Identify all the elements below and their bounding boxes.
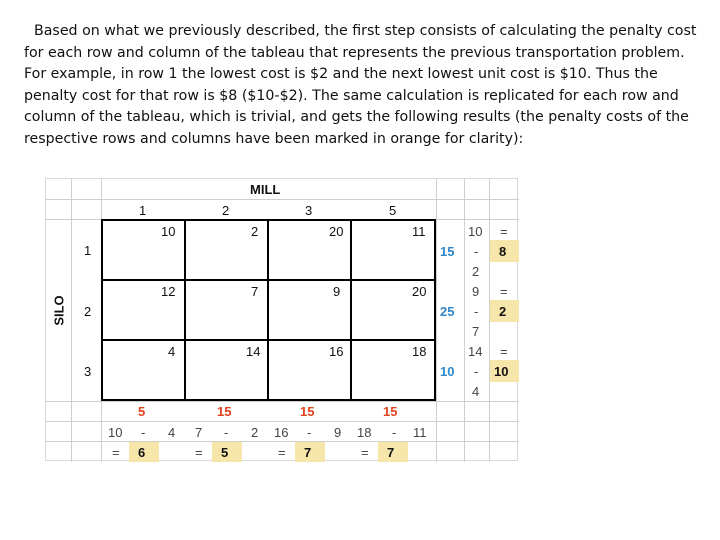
row-penalty-eq: = — [500, 224, 508, 239]
row-penalty-a: 9 — [472, 284, 480, 299]
silo-header: 3 — [84, 364, 92, 379]
col-penalty-b: 4 — [168, 425, 176, 440]
supply-value: 10 — [440, 364, 455, 379]
col-penalty-result: 5 — [221, 445, 229, 460]
col-penalty-dash: - — [224, 425, 229, 440]
cell-border — [350, 219, 352, 401]
unit-cost: 7 — [251, 284, 259, 299]
mill-header: 3 — [305, 203, 313, 218]
demand-value: 5 — [138, 404, 146, 419]
demand-value: 15 — [217, 404, 232, 419]
silo-label: SILO — [51, 295, 67, 326]
demand-value: 15 — [300, 404, 315, 419]
row-penalty-eq: = — [500, 284, 508, 299]
grid-line — [464, 179, 465, 462]
supply-value: 25 — [440, 304, 455, 319]
row-penalty-b: 4 — [472, 384, 480, 399]
unit-cost: 4 — [168, 344, 176, 359]
unit-cost: 9 — [333, 284, 341, 299]
col-penalty-b: 9 — [334, 425, 342, 440]
row-penalty-a: 10 — [468, 224, 483, 239]
col-penalty-a: 7 — [195, 425, 203, 440]
description-paragraph: Based on what we previously described, the first step consists of calculating the penalty cost for each row and column of the tableau that represents the previous transportation problem. For example, in row 1 the lowest cost is $2 and the next lowest unit cost is $10. Thus the penalty cost for that row is $8 ($10-$2). The same calculation is replicated for each row and column of the tableau, which is trivial, and gets the following results (the penalty costs of the respective rows and columns have been marked in orange for clarity): — [24, 23, 697, 147]
unit-cost: 20 — [412, 284, 427, 299]
col-penalty-b: 2 — [251, 425, 259, 440]
grid-line — [46, 441, 519, 442]
col-penalty-dash: - — [307, 425, 312, 440]
unit-cost: 10 — [161, 224, 176, 239]
grid-line — [71, 179, 72, 462]
grid-line — [436, 179, 437, 462]
mill-header: 2 — [222, 203, 230, 218]
grid-line — [489, 179, 490, 462]
mill-label: MILL — [250, 182, 281, 197]
unit-cost: 20 — [329, 224, 344, 239]
col-penalty-eq: = — [361, 445, 369, 460]
row-penalty-a: 14 — [468, 344, 483, 359]
unit-cost: 18 — [412, 344, 427, 359]
unit-cost: 12 — [161, 284, 176, 299]
unit-cost: 11 — [412, 224, 426, 239]
col-penalty-eq: = — [278, 445, 286, 460]
silo-header: 2 — [84, 304, 92, 319]
col-penalty-result: 6 — [138, 445, 146, 460]
cell-border — [184, 219, 186, 401]
demand-value: 15 — [383, 404, 398, 419]
grid-line — [46, 401, 519, 402]
row-penalty-dash: - — [474, 244, 479, 259]
col-penalty-b: 11 — [413, 425, 427, 440]
row-penalty-dash: - — [474, 364, 479, 379]
mill-header: 5 — [389, 203, 397, 218]
cell-border — [101, 219, 103, 401]
col-penalty-dash: - — [392, 425, 397, 440]
row-penalty-b: 2 — [472, 264, 480, 279]
row-penalty-b: 7 — [472, 324, 480, 339]
col-penalty-result: 7 — [304, 445, 312, 460]
col-penalty-dash: - — [141, 425, 146, 440]
col-penalty-a: 16 — [274, 425, 289, 440]
silo-header: 1 — [84, 243, 92, 258]
mill-header: 1 — [139, 203, 147, 218]
unit-cost: 16 — [329, 344, 344, 359]
row-penalty-dash: - — [474, 304, 479, 319]
supply-value: 15 — [440, 244, 455, 259]
col-penalty-a: 10 — [108, 425, 123, 440]
grid-line — [46, 199, 519, 200]
col-penalty-result: 7 — [387, 445, 395, 460]
col-penalty-eq: = — [112, 445, 120, 460]
transportation-tableau — [45, 178, 518, 461]
col-penalty-a: 18 — [357, 425, 372, 440]
cell-border — [434, 219, 436, 401]
grid-line — [46, 421, 519, 422]
col-penalty-eq: = — [195, 445, 203, 460]
cell-border — [267, 219, 269, 401]
row-penalty-result: 2 — [499, 304, 507, 319]
unit-cost: 14 — [246, 344, 261, 359]
row-penalty-result: 10 — [494, 364, 509, 379]
row-penalty-result: 8 — [499, 244, 507, 259]
unit-cost: 2 — [251, 224, 259, 239]
row-penalty-eq: = — [500, 344, 508, 359]
